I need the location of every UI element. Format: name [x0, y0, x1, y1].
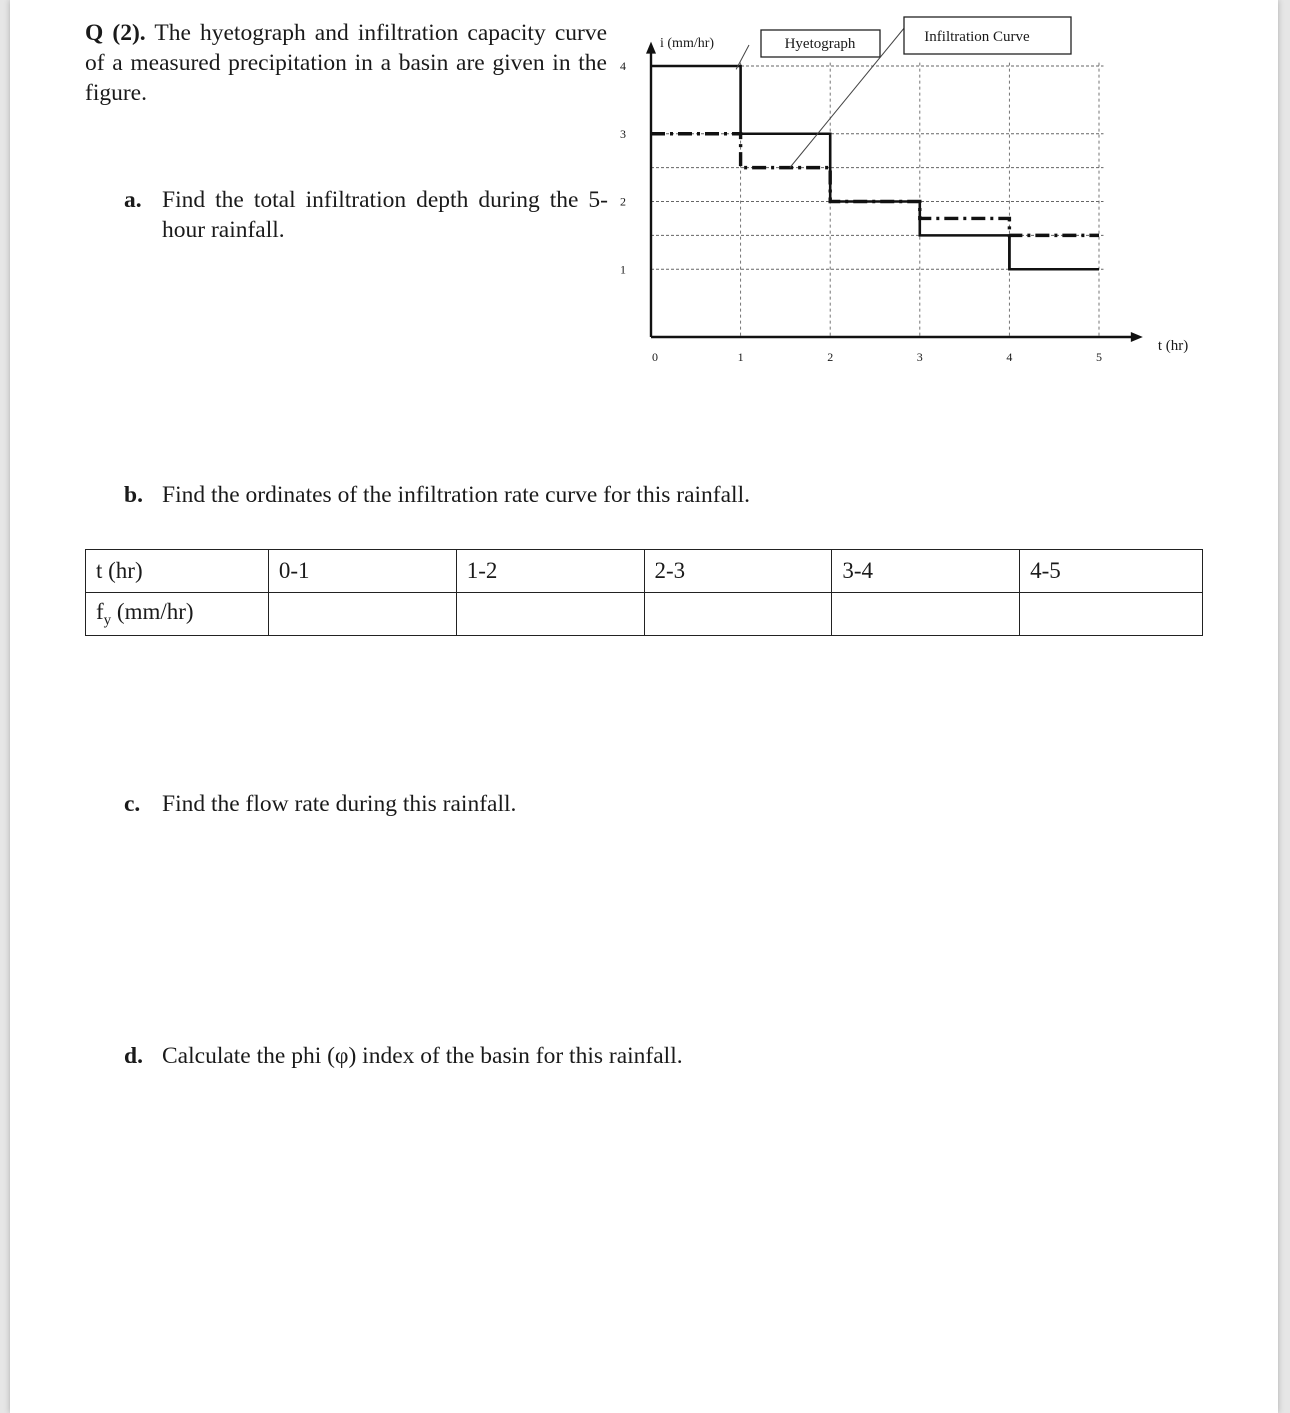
part-a-text: Find the total infiltration depth during the 5-hour rainfall. — [162, 187, 608, 243]
y-tick-label: 1 — [620, 262, 626, 277]
x-tick-label: 4 — [1006, 350, 1013, 364]
part-b-label: b. — [124, 482, 143, 508]
part-b-text: Find the ordinates of the infiltration rate curve for this rainfall. — [162, 482, 750, 508]
table-answer-cell[interactable] — [456, 593, 644, 636]
part-c-text: Find the flow rate during this rainfall. — [162, 791, 517, 817]
y-axis-label: i (mm/hr) — [660, 36, 715, 51]
document-page — [10, 0, 1278, 1413]
legend-label-infiltration: Infiltration Curve — [924, 29, 1030, 45]
infiltration-curve-line — [651, 134, 1099, 236]
table-header-time: t (hr) — [86, 550, 269, 593]
question-body: The hyetograph and infiltration capacity curve of a measured precipitation in a basin are given in the figure. — [85, 20, 607, 106]
table-answer-cell[interactable] — [268, 593, 456, 636]
question-label: Q (2). — [85, 20, 146, 46]
x-tick-label: 0 — [652, 350, 658, 364]
x-axis-label: t (hr) — [1157, 338, 1189, 354]
fy-main: f — [96, 598, 104, 624]
x-tick-label: 1 — [737, 350, 744, 364]
table-answer-cell[interactable] — [832, 593, 1020, 636]
table-cell-interval: 1-2 — [456, 550, 644, 593]
y-tick-label: 2 — [620, 194, 626, 209]
x-axis-arrow — [1131, 332, 1143, 342]
x-tick-label: 3 — [916, 350, 923, 364]
part-c-label: c. — [124, 791, 141, 817]
part-d-text: Calculate the phi (φ) index of the basin for this rainfall. — [162, 1043, 683, 1069]
fy-sub: y — [103, 612, 112, 629]
table-answer-cell[interactable] — [1020, 593, 1203, 636]
legend-label-hyetograph: Hyetograph — [784, 36, 856, 52]
fy-unit: (mm/hr) — [111, 598, 194, 624]
x-tick-label: 5 — [1096, 350, 1102, 364]
hyetograph-chart — [10, 0, 1278, 420]
table-cell-interval: 0-1 — [268, 550, 456, 593]
part-a-label: a. — [124, 187, 142, 213]
x-tick-label: 2 — [827, 350, 834, 364]
table-row-infiltration — [86, 593, 1203, 636]
y-tick-label: 3 — [620, 126, 626, 141]
table-cell-interval: 2-3 — [644, 550, 832, 593]
table-row-time — [86, 550, 1203, 593]
table-header-infiltration — [86, 593, 269, 636]
y-tick-label: 4 — [620, 59, 626, 73]
y-axis-arrow — [646, 42, 656, 54]
table-answer-cell[interactable] — [644, 593, 832, 636]
infiltration-table — [85, 549, 1203, 636]
table-cell-interval: 4-5 — [1020, 550, 1203, 593]
part-d-label: d. — [124, 1043, 143, 1069]
table-cell-interval: 3-4 — [832, 550, 1020, 593]
